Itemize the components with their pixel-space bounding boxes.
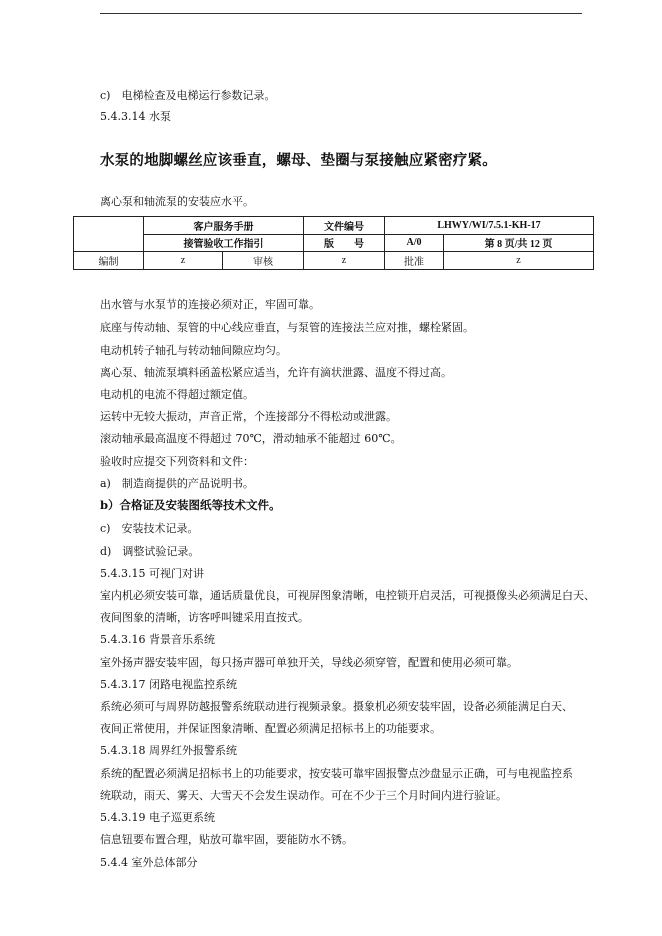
section-number: 5.4.3.15 可视门对讲 (100, 567, 204, 580)
section-number: 5.4.3.17 闭路电视监控系统 (100, 678, 237, 691)
paragraph: 滚动轴承最高温度不得超过 70℃，滑动轴承不能超过 60℃。 (100, 432, 402, 445)
edit-value: z (144, 252, 223, 270)
paragraph: 室内机必须安装可靠，通话质量优良，可视屏图象清晰，电控锁开启灵活，可视摄像头必须满足白天、 (100, 589, 595, 602)
paragraph: 信息钮要布置合理，贴放可靠牢固，要能防水不锈。 (100, 833, 353, 846)
list-item: d) 调整试验记录。 (100, 545, 200, 558)
paragraph: 夜间正常使用，并保证图象清晰、配置必须满足招标书上的功能要求。 (100, 722, 441, 735)
section-number: 5.4.4 室外总体部分 (100, 856, 198, 869)
edit-label: 编制 (74, 252, 144, 270)
paragraph: 夜间图象的清晰，访客呼叫键采用直按式。 (100, 611, 309, 624)
paragraph: 室外扬声器安装牢固，每只扬声器可单独开关，导线必须穿管，配置和使用必须可靠。 (100, 656, 518, 669)
logo-cell (74, 217, 144, 252)
doc-no-value: LHWY/WI/7.5.1-KH-17 (385, 217, 594, 235)
section-number: 5.4.3.19 电子巡更系统 (100, 811, 215, 824)
paragraph: 电动机转子轴孔与转动轴间隙应均匀。 (100, 344, 287, 357)
section-number: 5.4.3.14 水泵 (100, 110, 171, 123)
header-rule (100, 13, 582, 14)
paragraph: 系统的配置必须满足招标书上的功能要求，按安装可靠牢固报警点沙盘显示正确，可与电视监控系 (100, 767, 573, 780)
paragraph: 系统必须可与周界防越报警系统联动进行视频录象。摄象机必须安装牢固，设备必须能满足白天、 (100, 700, 573, 713)
paragraph: 电动机的电流不得超过额定值。 (100, 388, 254, 401)
version-value: A/0 (385, 234, 444, 252)
paragraph: 验收时应提交下列资料和文件： (100, 455, 254, 468)
paragraph: 离心泵和轴流泵的安装应水平。 (100, 195, 254, 208)
page-info: 第 8 页/共 12 页 (444, 234, 594, 252)
paragraph: 底座与传动轴、泵管的中心线应垂直，与泵管的连接法兰应对推，螺栓紧固。 (100, 321, 474, 334)
paragraph: 出水管与水泵节的连接必须对正，牢固可靠。 (100, 298, 320, 311)
list-item: b）合格证及安装图纸等技术文件。 (100, 498, 281, 512)
paragraph: 统联动，雨天、雾天、大雪天不会发生误动作。可在不少于三个月时间内进行验证。 (100, 789, 507, 802)
approve-value: z (444, 252, 594, 270)
section-number: 5.4.3.16 背景音乐系统 (100, 633, 215, 646)
version-label: 版 号 (304, 234, 385, 252)
approve-label: 批准 (385, 252, 444, 270)
document-header-table (73, 216, 594, 270)
paragraph: 运转中无较大振动，声音正常，个连接部分不得松动或泄露。 (100, 410, 397, 423)
manual-title: 客户服务手册 (144, 217, 304, 235)
list-item: c) 电梯检查及电梯运行参数记录。 (100, 89, 276, 102)
section-heading: 水泵的地脚螺丝应该垂直，螺母、垫圈与泵接触应紧密疗紧。 (100, 152, 497, 169)
section-number: 5.4.3.18 周界红外报警系统 (100, 744, 237, 757)
review-value: z (304, 252, 385, 270)
list-item: a) 制造商提供的产品说明书。 (100, 477, 254, 490)
guide-title: 接管验收工作指引 (144, 234, 304, 252)
review-label: 审核 (223, 252, 304, 270)
list-item: c) 安装技术记录。 (100, 522, 199, 535)
doc-no-label: 文件编号 (304, 217, 385, 235)
paragraph: 离心泵、轴流泵填料函盖松紧应适当，允许有滴状泄露、温度不得过高。 (100, 366, 452, 379)
